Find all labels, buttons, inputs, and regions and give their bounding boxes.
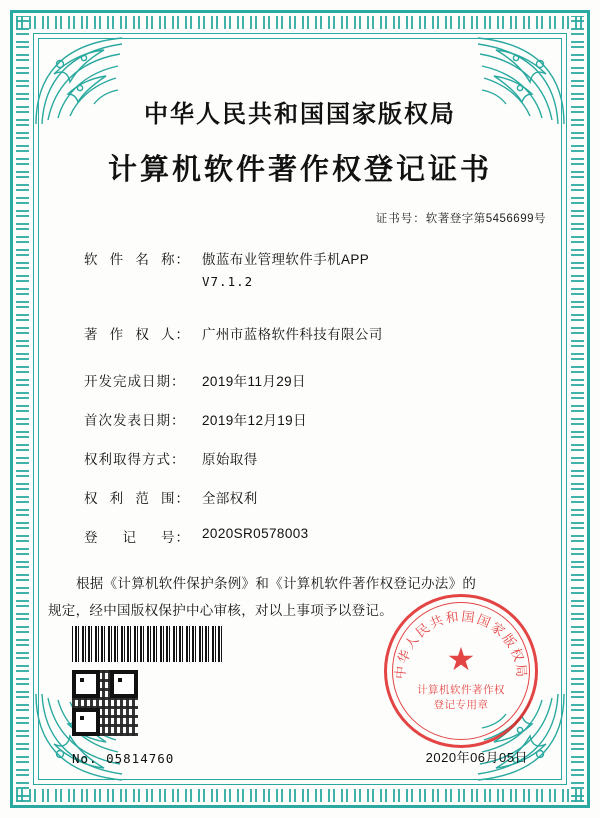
seal-center-line-2: 登记专用章 — [433, 699, 489, 712]
field-label-publish-date: 首次发表日期： — [84, 413, 186, 428]
greek-key-border-top — [16, 16, 584, 29]
serial-number — [72, 751, 174, 766]
svg-text:中华人民共和国国家版权局: 中华人民共和国国家版权局 — [393, 609, 529, 680]
field-registration-number — [84, 526, 552, 546]
field-software-name — [84, 248, 552, 289]
field-label-acquisition-method: 权利取得方式： — [84, 452, 186, 467]
seal-center-line-1: 计算机软件著作权 — [417, 684, 505, 696]
field-value-rights-scope: 全部权利 — [202, 491, 258, 506]
field-label-development-date: 开发完成日期： — [84, 374, 186, 389]
field-value-acquisition-method: 原始取得 — [202, 452, 258, 467]
serial-number-label: No. — [72, 751, 98, 766]
certificate-title: 计算机软件著作权登记证书 — [107, 152, 492, 186]
seal-center-text — [387, 683, 535, 713]
field-label-copyright-owner: 著 作 权 人： — [84, 327, 190, 342]
field-value-copyright-owner: 广州市蓝格软件科技有限公司 — [202, 327, 383, 342]
legal-statement-line-1: 根据《计算机软件保护条例》和《计算机软件著作权登记办法》的 — [76, 576, 477, 591]
field-value-publish-date: 2019年12月19日 — [202, 413, 307, 428]
fields-list — [48, 248, 552, 546]
field-label-registration-number: 登 记 号： — [84, 530, 190, 545]
field-value-development-date: 2019年11月29日 — [202, 374, 306, 389]
certificate-number-label: 证书号： — [375, 213, 426, 225]
greek-key-border-right — [571, 16, 584, 802]
qr-code-image — [72, 670, 138, 736]
field-acquisition-method — [84, 448, 552, 468]
legal-statement-line-2: 规定，经中国版权保护中心审核，对以上事项予以登记。 — [48, 603, 393, 618]
field-value-software-name: 傲蓝布业管理软件手机APP — [202, 252, 370, 267]
codes-group — [72, 626, 222, 736]
field-copyright-owner — [84, 323, 552, 343]
field-value-registration-number: 2020SR0578003 — [202, 526, 309, 541]
barcode-image — [72, 626, 222, 662]
field-label-rights-scope: 权 利 范 围： — [84, 491, 190, 506]
seal-star-icon: ★ — [446, 641, 476, 677]
field-value-software-version: V7.1.2 — [202, 274, 254, 289]
issuer-title: 中华人民共和国国家版权局 — [144, 99, 456, 128]
serial-number-value: 05814760 — [106, 751, 175, 766]
field-label-software-name: 软 件 名 称： — [84, 252, 190, 267]
field-development-date — [84, 370, 552, 390]
official-seal — [384, 594, 538, 748]
greek-key-border-left — [16, 16, 29, 802]
certificate-number-value: 软著登字第5456699号 — [425, 213, 546, 225]
greek-key-border-bottom — [16, 789, 584, 802]
field-publish-date — [84, 409, 552, 429]
field-rights-scope — [84, 487, 552, 507]
certificate-number-line — [48, 210, 552, 226]
issue-date: 2020年06月05日 — [425, 750, 528, 765]
